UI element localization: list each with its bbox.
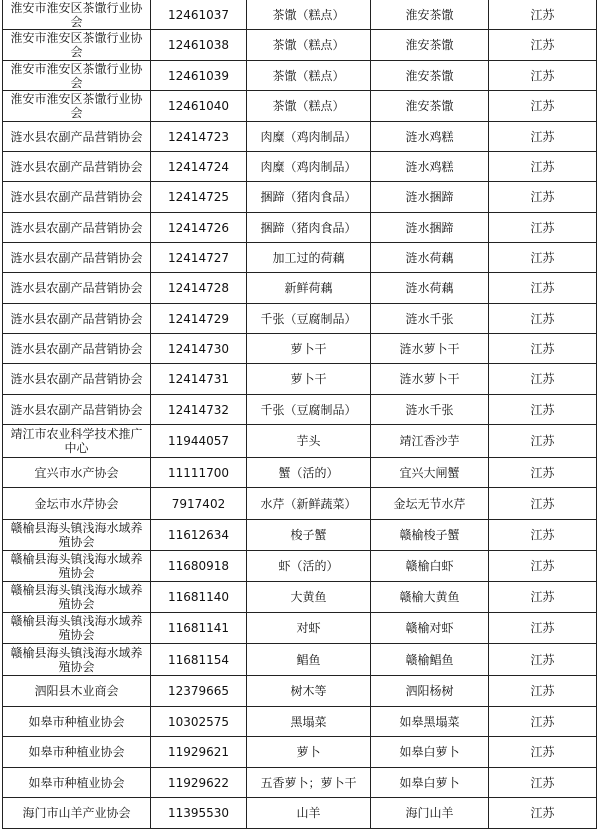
applicant-cell: 赣榆县海头镇浅海水域养殖协会 [3,582,151,613]
applicant-cell: 泗阳县木业商会 [3,676,151,707]
applicant-cell: 如皋市种植业协会 [3,768,151,798]
reg-number-cell: 12414732 [151,395,247,425]
province-cell: 江苏 [489,768,597,798]
table-row [3,458,597,488]
product-cell: 萝卜 [247,737,371,768]
product-cell: 芋头 [247,425,371,458]
province-cell: 江苏 [489,737,597,768]
reg-number-cell: 11111700 [151,458,247,488]
product-cell: 茶馓（糕点） [247,0,371,30]
product-cell: 捆蹄（猪肉食品） [247,182,371,213]
province-cell: 江苏 [489,551,597,582]
mark-name-cell: 宜兴大闸蟹 [371,458,489,488]
province-cell: 江苏 [489,0,597,30]
reg-number-cell: 12414726 [151,213,247,243]
reg-number-cell: 11395530 [151,798,247,829]
table-row [3,798,597,829]
table-row [3,273,597,304]
mark-name-cell: 赣榆白虾 [371,551,489,582]
product-cell: 黑塌菜 [247,707,371,737]
applicant-cell: 靖江市农业科学技术推广中心 [3,425,151,458]
table-row [3,213,597,243]
table-row [3,243,597,273]
province-cell: 江苏 [489,182,597,213]
province-cell: 江苏 [489,644,597,676]
reg-number-cell: 11681141 [151,613,247,644]
applicant-cell: 涟水县农副产品营销协会 [3,334,151,364]
applicant-cell: 淮安市淮安区茶馓行业协会 [3,30,151,61]
applicant-cell: 淮安市淮安区茶馓行业协会 [3,0,151,30]
mark-name-cell: 泗阳杨树 [371,676,489,707]
province-cell: 江苏 [489,30,597,61]
table-row [3,676,597,707]
product-cell: 茶馓（糕点） [247,91,371,122]
mark-name-cell: 涟水千张 [371,395,489,425]
reg-number-cell: 11612634 [151,520,247,551]
mark-name-cell: 靖江香沙芋 [371,425,489,458]
reg-number-cell: 12461037 [151,0,247,30]
province-cell: 江苏 [489,676,597,707]
mark-name-cell: 涟水捆蹄 [371,182,489,213]
applicant-cell: 赣榆县海头镇浅海水域养殖协会 [3,644,151,676]
applicant-cell: 涟水县农副产品营销协会 [3,213,151,243]
applicant-cell: 淮安市淮安区茶馓行业协会 [3,61,151,91]
reg-number-cell: 12461040 [151,91,247,122]
product-cell: 树木等 [247,676,371,707]
applicant-cell: 赣榆县海头镇浅海水域养殖协会 [3,613,151,644]
table-row [3,768,597,798]
reg-number-cell: 11929621 [151,737,247,768]
applicant-cell: 涟水县农副产品营销协会 [3,182,151,213]
table-row [3,182,597,213]
province-cell: 江苏 [489,364,597,395]
applicant-cell: 赣榆县海头镇浅海水域养殖协会 [3,520,151,551]
table-row [3,520,597,551]
province-cell: 江苏 [489,613,597,644]
product-cell: 新鲜荷藕 [247,273,371,304]
reg-number-cell: 12414725 [151,182,247,213]
product-cell: 水芹（新鲜蔬菜） [247,488,371,520]
province-cell: 江苏 [489,213,597,243]
province-cell: 江苏 [489,395,597,425]
applicant-cell: 赣榆县海头镇浅海水域养殖协会 [3,551,151,582]
reg-number-cell: 11681154 [151,644,247,676]
mark-name-cell: 涟水萝卜干 [371,364,489,395]
reg-number-cell: 12414727 [151,243,247,273]
province-cell: 江苏 [489,488,597,520]
province-cell: 江苏 [489,273,597,304]
mark-name-cell: 赣榆对虾 [371,613,489,644]
province-cell: 江苏 [489,91,597,122]
applicant-cell: 涟水县农副产品营销协会 [3,122,151,152]
product-cell: 千张（豆腐制品） [247,395,371,425]
applicant-cell: 如皋市种植业协会 [3,737,151,768]
mark-name-cell: 淮安茶馓 [371,61,489,91]
product-cell: 对虾 [247,613,371,644]
mark-name-cell: 涟水萝卜干 [371,334,489,364]
mark-name-cell: 如皋白萝卜 [371,768,489,798]
product-cell: 茶馓（糕点） [247,61,371,91]
table-row [3,488,597,520]
province-cell: 江苏 [489,707,597,737]
applicant-cell: 涟水县农副产品营销协会 [3,152,151,182]
table-row [3,707,597,737]
table-row [3,61,597,91]
applicant-cell: 涟水县农副产品营销协会 [3,243,151,273]
reg-number-cell: 12414724 [151,152,247,182]
province-cell: 江苏 [489,798,597,829]
province-cell: 江苏 [489,334,597,364]
table-row [3,122,597,152]
mark-name-cell: 赣榆大黄鱼 [371,582,489,613]
mark-name-cell: 淮安茶馓 [371,30,489,61]
mark-name-cell: 赣榆梭子蟹 [371,520,489,551]
mark-name-cell: 金坛无节水芹 [371,488,489,520]
applicant-cell: 涟水县农副产品营销协会 [3,395,151,425]
product-cell: 肉糜（鸡肉制品） [247,152,371,182]
mark-name-cell: 涟水荷藕 [371,273,489,304]
product-cell: 五香萝卜；萝卜干 [247,768,371,798]
mark-name-cell: 如皋黑塌菜 [371,707,489,737]
reg-number-cell: 12461038 [151,30,247,61]
reg-number-cell: 12414728 [151,273,247,304]
mark-name-cell: 如皋白萝卜 [371,737,489,768]
province-cell: 江苏 [489,61,597,91]
table-row [3,30,597,61]
mark-name-cell: 涟水鸡糕 [371,152,489,182]
table-row [3,395,597,425]
applicant-cell: 宜兴市水产协会 [3,458,151,488]
table-row [3,582,597,613]
product-cell: 虾（活的） [247,551,371,582]
table-row [3,304,597,334]
province-cell: 江苏 [489,243,597,273]
applicant-cell: 涟水县农副产品营销协会 [3,364,151,395]
province-cell: 江苏 [489,122,597,152]
province-cell: 江苏 [489,520,597,551]
applicant-cell: 金坛市水芹协会 [3,488,151,520]
reg-number-cell: 11944057 [151,425,247,458]
mark-name-cell: 涟水荷藕 [371,243,489,273]
table-row [3,364,597,395]
applicant-cell: 如皋市种植业协会 [3,707,151,737]
mark-name-cell: 涟水鸡糕 [371,122,489,152]
registration-table [2,0,597,829]
mark-name-cell: 涟水千张 [371,304,489,334]
table-row [3,737,597,768]
product-cell: 梭子蟹 [247,520,371,551]
table-row [3,152,597,182]
mark-name-cell: 涟水捆蹄 [371,213,489,243]
product-cell: 鲳鱼 [247,644,371,676]
mark-name-cell: 淮安茶馓 [371,91,489,122]
mark-name-cell: 海门山羊 [371,798,489,829]
reg-number-cell: 10302575 [151,707,247,737]
province-cell: 江苏 [489,304,597,334]
mark-name-cell: 赣榆鲳鱼 [371,644,489,676]
reg-number-cell: 11681140 [151,582,247,613]
table-row [3,334,597,364]
table-row [3,644,597,676]
reg-number-cell: 11680918 [151,551,247,582]
product-cell: 茶馓（糕点） [247,30,371,61]
product-cell: 蟹（活的） [247,458,371,488]
table-row [3,425,597,458]
applicant-cell: 海门市山羊产业协会 [3,798,151,829]
reg-number-cell: 12414729 [151,304,247,334]
product-cell: 萝卜干 [247,364,371,395]
province-cell: 江苏 [489,458,597,488]
reg-number-cell: 7917402 [151,488,247,520]
reg-number-cell: 12379665 [151,676,247,707]
province-cell: 江苏 [489,425,597,458]
reg-number-cell: 12414731 [151,364,247,395]
mark-name-cell: 淮安茶馓 [371,0,489,30]
reg-number-cell: 12461039 [151,61,247,91]
province-cell: 江苏 [489,152,597,182]
applicant-cell: 涟水县农副产品营销协会 [3,304,151,334]
table-row [3,551,597,582]
product-cell: 大黄鱼 [247,582,371,613]
product-cell: 加工过的荷藕 [247,243,371,273]
applicant-cell: 涟水县农副产品营销协会 [3,273,151,304]
product-cell: 萝卜干 [247,334,371,364]
province-cell: 江苏 [489,582,597,613]
table-row [3,0,597,30]
table-row [3,613,597,644]
reg-number-cell: 11929622 [151,768,247,798]
product-cell: 肉糜（鸡肉制品） [247,122,371,152]
product-cell: 捆蹄（猪肉食品） [247,213,371,243]
product-cell: 山羊 [247,798,371,829]
table-row [3,91,597,122]
applicant-cell: 淮安市淮安区茶馓行业协会 [3,91,151,122]
reg-number-cell: 12414730 [151,334,247,364]
reg-number-cell: 12414723 [151,122,247,152]
product-cell: 千张（豆腐制品） [247,304,371,334]
